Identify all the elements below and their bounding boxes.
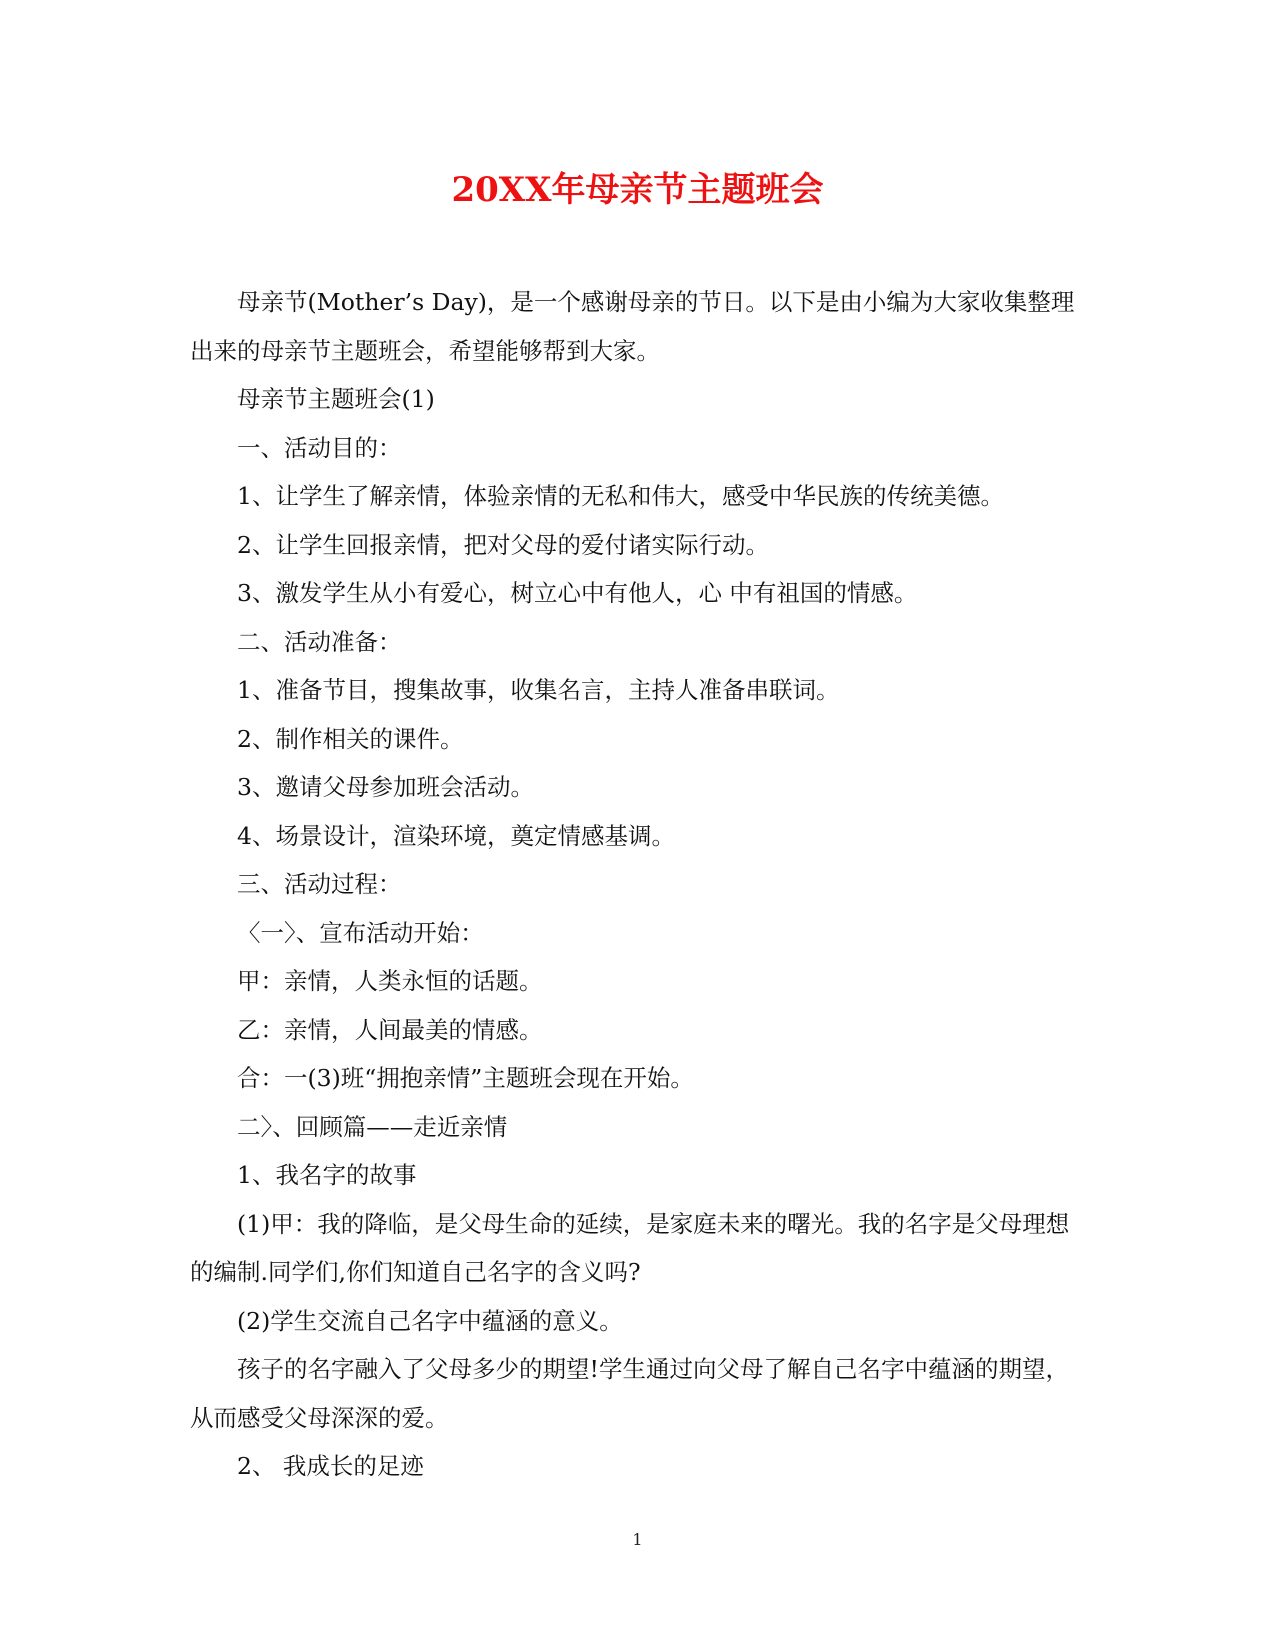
heading-activity-process: 三、活动过程： bbox=[237, 870, 402, 898]
prep-item-2: 2、制作相关的课件。 bbox=[237, 724, 464, 753]
prep-item-3: 3、邀请父母参加班会活动。 bbox=[237, 773, 534, 801]
process-step-1: 〈一〉、宣布活动开始： bbox=[237, 918, 484, 947]
document-title: 20XX年母亲节主题班会 bbox=[451, 170, 824, 210]
dialogue-line-yi: 乙：亲情，人间最美的情感。 bbox=[237, 1015, 543, 1044]
heading-activity-goals: 一、活动目的： bbox=[237, 433, 402, 462]
goal-item-2: 2、让学生回报亲情，把对父母的爱付诸实际行动。 bbox=[237, 530, 769, 559]
page-number: 1 bbox=[632, 1530, 643, 1549]
subsection-growth-footprints: 2、 我成长的足迹 bbox=[237, 1452, 424, 1480]
intro-paragraph: 母亲节(Mother’s Day)，是一个感谢母亲的节日。以下是由小编为大家收集整理出来的母亲节主题班会，希望能够帮到大家。 bbox=[190, 288, 1075, 365]
dialogue-line-he: 合：一(3)班“拥抱亲情”主题班会现在开始。 bbox=[237, 1064, 694, 1092]
document-body bbox=[190, 278, 1080, 1491]
name-story-item-2: (2)学生交流自己名字中蕴涵的意义。 bbox=[237, 1306, 623, 1335]
name-story-item-1: (1)甲：我的降临，是父母生命的延续，是家庭未来的曙光。我的名字是父母理想的编制.同学们,你们知道自己名字的含义吗? bbox=[190, 1209, 1070, 1286]
prep-item-1: 1、准备节目，搜集故事，收集名言，主持人准备串联词。 bbox=[237, 676, 840, 704]
dialogue-line-jia: 甲：亲情，人类永恒的话题。 bbox=[237, 967, 543, 995]
subsection-name-story: 1、我名字的故事 bbox=[237, 1161, 417, 1189]
section-heading-class-meeting-1: 母亲节主题班会(1) bbox=[237, 385, 435, 413]
goal-item-3: 3、激发学生从小有爱心，树立心中有他人，心 中有祖国的情感。 bbox=[237, 579, 918, 607]
prep-item-4: 4、场景设计，渲染环境，奠定情感基调。 bbox=[237, 821, 675, 850]
heading-activity-preparation: 二、活动准备： bbox=[237, 627, 402, 656]
process-step-2: 二〉、回顾篇——走近亲情 bbox=[237, 1112, 508, 1141]
name-story-summary: 孩子的名字融入了父母多少的期望!学生通过向父母了解自己名字中蕴涵的期望，从而感受父母深深的爱。 bbox=[190, 1355, 1069, 1432]
goal-item-1: 1、让学生了解亲情，体验亲情的无私和伟大，感受中华民族的传统美德。 bbox=[237, 482, 1004, 510]
